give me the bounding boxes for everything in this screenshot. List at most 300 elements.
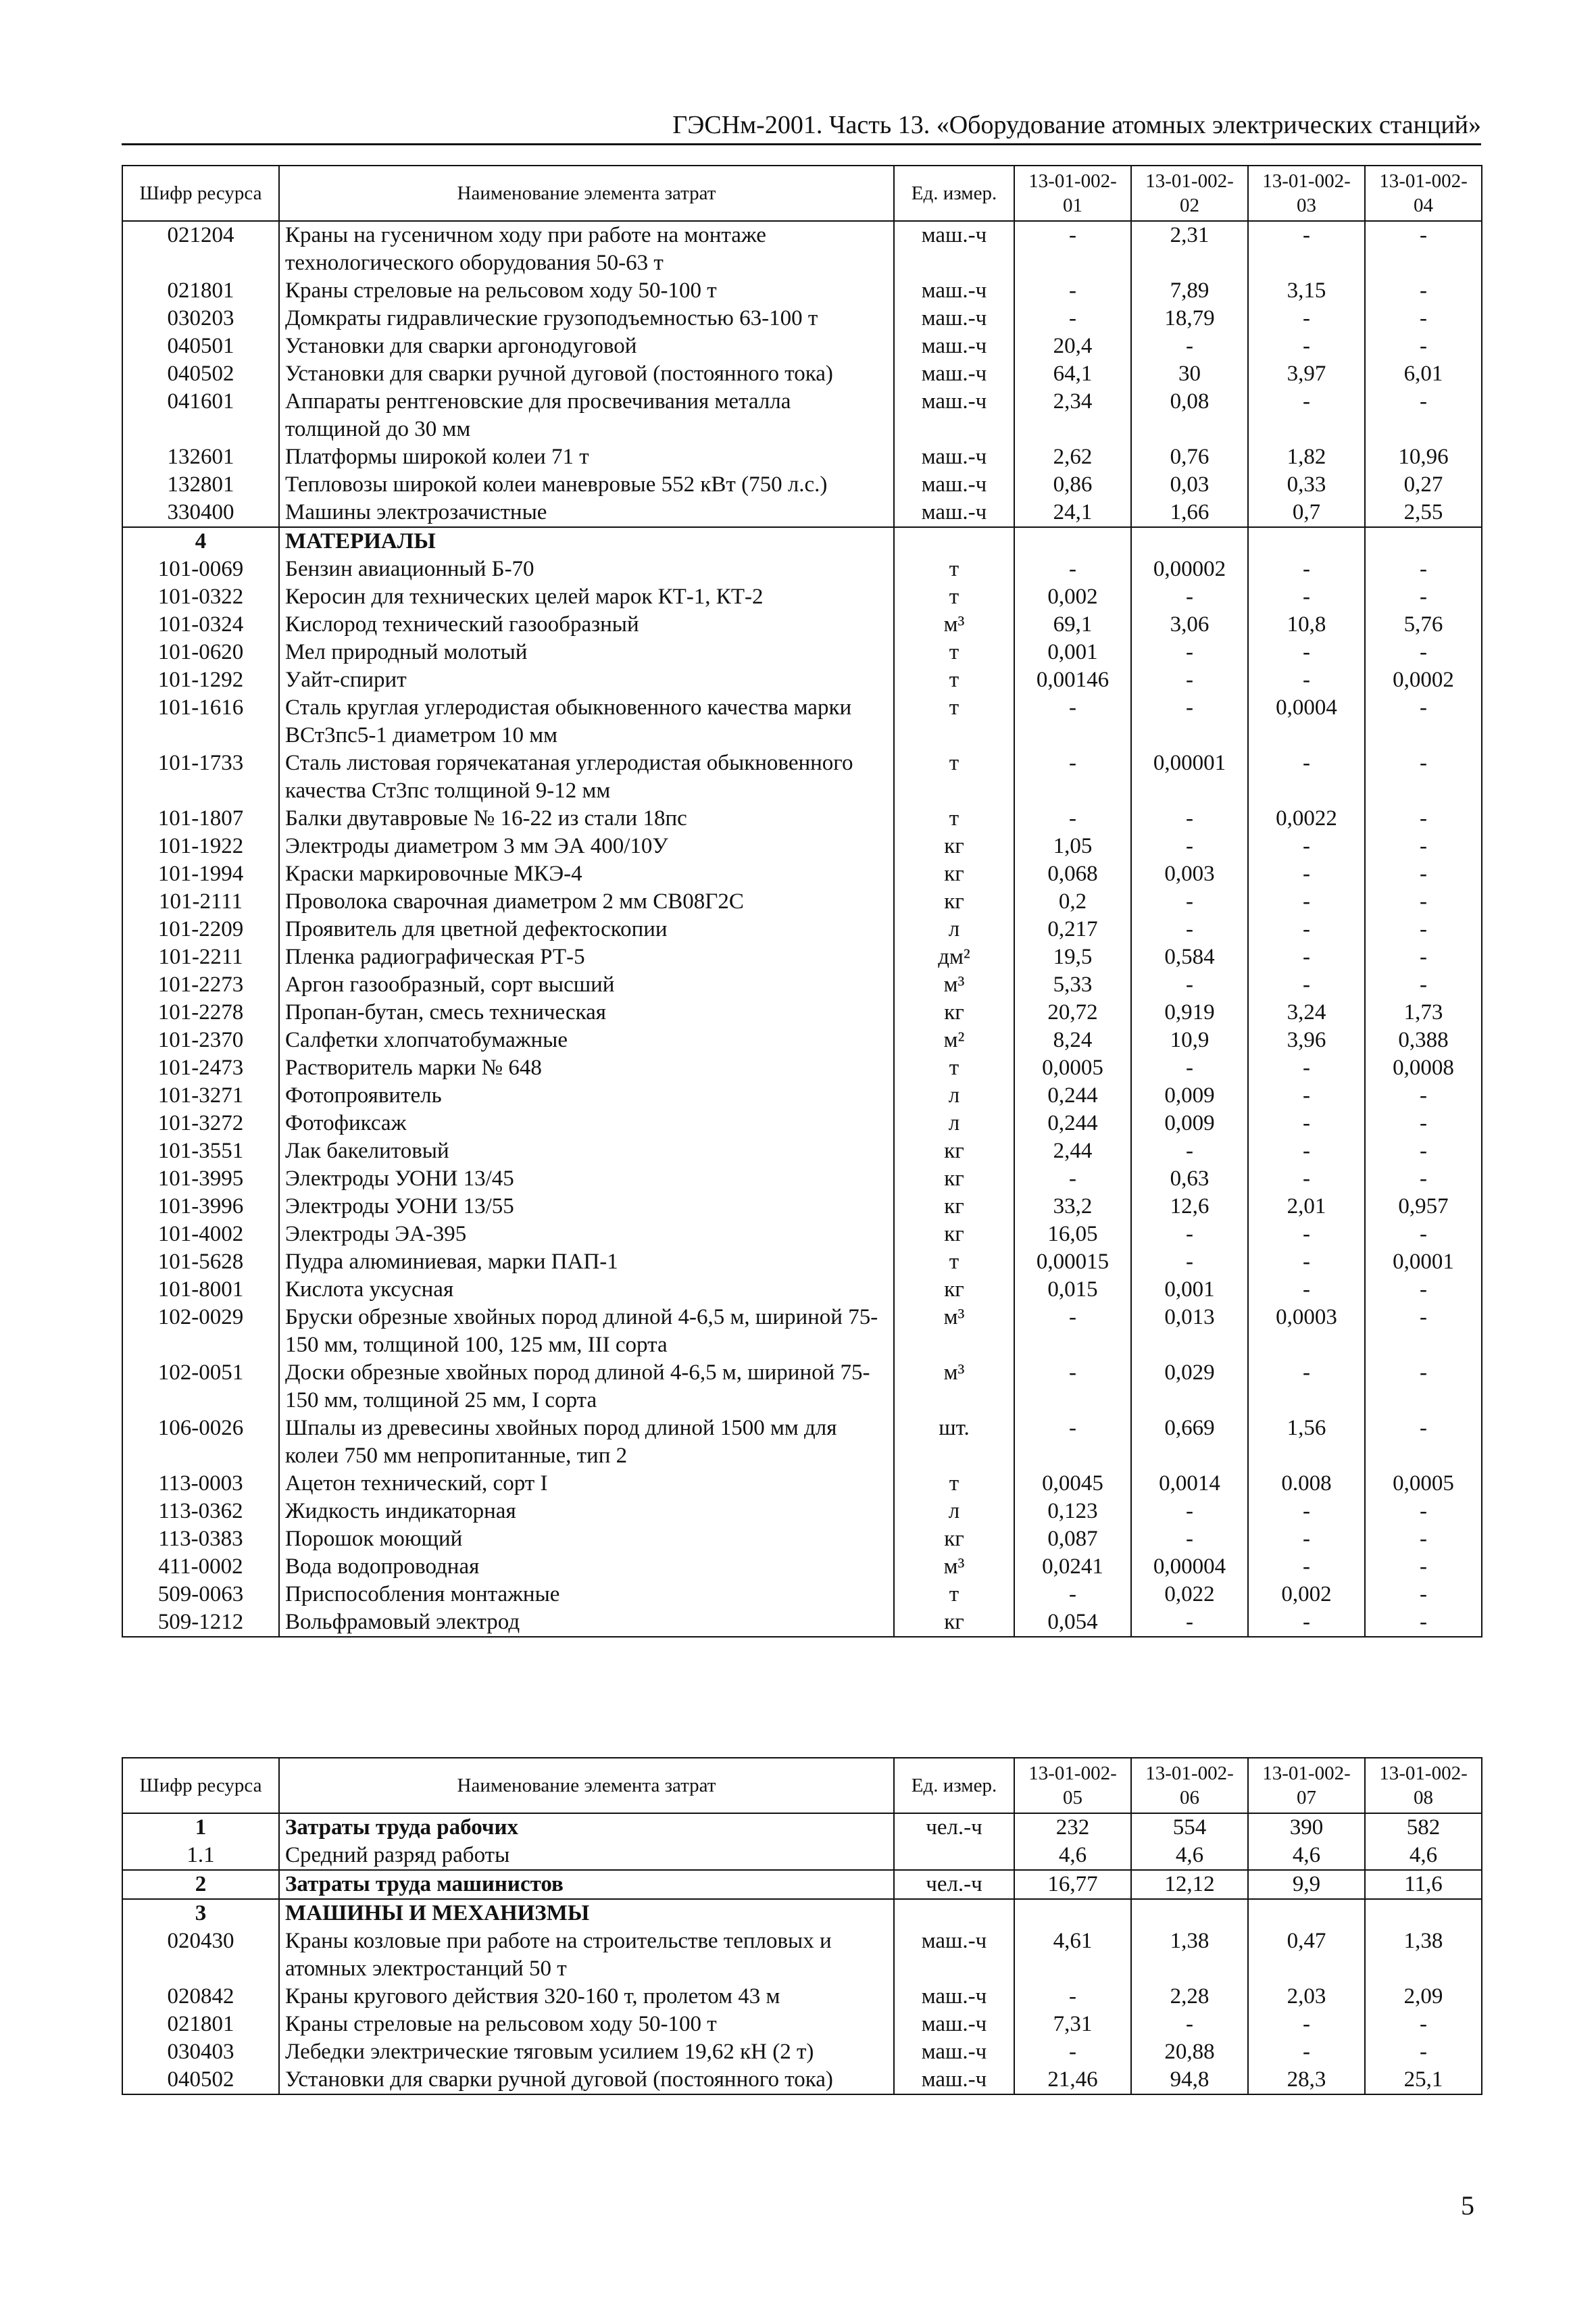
value-cell: 0,00002 <box>1131 556 1248 583</box>
value-cell: - <box>1365 943 1482 971</box>
resource-name: Жидкость индикаторная <box>279 1498 894 1525</box>
value-cell: - <box>1248 221 1365 277</box>
unit-cell: кг <box>894 1221 1014 1248</box>
header-col-3: 13-01-002-07 <box>1248 1758 1365 1813</box>
header-code: Шифр ресурса <box>122 1758 279 1813</box>
resource-code: 330400 <box>122 499 279 527</box>
value-cell: 64,1 <box>1014 360 1131 388</box>
value-cell: - <box>1365 805 1482 833</box>
value-cell: - <box>1131 1498 1248 1525</box>
resource-name: Платформы широкой колеи 71 т <box>279 443 894 471</box>
value-cell: 0,27 <box>1365 471 1482 499</box>
value-cell: 0,054 <box>1014 1608 1131 1637</box>
value-cell: 0,0001 <box>1365 1248 1482 1276</box>
resource-code: 040501 <box>122 333 279 360</box>
table-row <box>122 333 1482 360</box>
resource-code: 101-0322 <box>122 583 279 611</box>
value-cell: 3,06 <box>1131 611 1248 639</box>
unit-cell: м³ <box>894 1553 1014 1581</box>
unit-cell: маш.-ч <box>894 2011 1014 2038</box>
value-cell: 11,6 <box>1365 1870 1482 1899</box>
resource-name: Приспособления монтажные <box>279 1581 894 1608</box>
value-cell: - <box>1248 916 1365 943</box>
value-cell: 0,244 <box>1014 1110 1131 1137</box>
value-cell: 7,31 <box>1014 2011 1131 2038</box>
value-cell: - <box>1248 1553 1365 1581</box>
resource-name: Фотофиксаж <box>279 1110 894 1137</box>
table-row <box>122 916 1482 943</box>
unit-cell: т <box>894 556 1014 583</box>
resource-name: Фотопроявитель <box>279 1082 894 1110</box>
value-cell: 390 <box>1248 1813 1365 1842</box>
resource-code: 101-2370 <box>122 1027 279 1054</box>
resource-code: 1 <box>122 1813 279 1842</box>
value-cell: 69,1 <box>1014 611 1131 639</box>
resource-code: 509-0063 <box>122 1581 279 1608</box>
table-row <box>122 1082 1482 1110</box>
value-cell: 3,15 <box>1248 277 1365 305</box>
resource-name: Затраты труда машинистов <box>279 1870 894 1899</box>
unit-cell: кг <box>894 1608 1014 1637</box>
value-cell: - <box>1248 1082 1365 1110</box>
value-cell: 7,89 <box>1131 277 1248 305</box>
resource-code: 509-1212 <box>122 1608 279 1637</box>
value-cell: - <box>1365 639 1482 666</box>
unit-cell: кг <box>894 860 1014 888</box>
table-row <box>122 1870 1482 1899</box>
value-cell: 0,002 <box>1248 1581 1365 1608</box>
resource-code: 101-3995 <box>122 1165 279 1193</box>
table-row <box>122 805 1482 833</box>
unit-cell: т <box>894 583 1014 611</box>
value-cell: 20,4 <box>1014 333 1131 360</box>
resource-name: МАШИНЫ И МЕХАНИЗМЫ <box>279 1899 894 1927</box>
unit-cell: т <box>894 1470 1014 1498</box>
resource-name: Лак бакелитовый <box>279 1137 894 1165</box>
value-cell: 0,00004 <box>1131 1553 1248 1581</box>
value-cell: 0,0045 <box>1014 1470 1131 1498</box>
unit-cell <box>894 527 1014 556</box>
value-cell: 12,6 <box>1131 1193 1248 1221</box>
resource-code: 4 <box>122 527 279 556</box>
value-cell: 2,31 <box>1131 221 1248 277</box>
header-unit: Ед. измер. <box>894 166 1014 221</box>
value-cell: - <box>1365 277 1482 305</box>
unit-cell: маш.-ч <box>894 2038 1014 2066</box>
table-row <box>122 1470 1482 1498</box>
value-cell: - <box>1248 1110 1365 1137</box>
header-col-1: 13-01-002-01 <box>1014 166 1131 221</box>
value-cell: 554 <box>1131 1813 1248 1842</box>
resource-table-2 <box>122 1757 1482 2095</box>
value-cell <box>1014 1899 1131 1927</box>
resource-name: Установки для сварки аргонодуговой <box>279 333 894 360</box>
value-cell: 1,38 <box>1131 1927 1248 1983</box>
value-cell: - <box>1365 1165 1482 1193</box>
value-cell: 4,6 <box>1248 1842 1365 1870</box>
resource-code: 101-1922 <box>122 833 279 860</box>
unit-cell: т <box>894 1054 1014 1082</box>
value-cell: 0,03 <box>1131 471 1248 499</box>
value-cell: 0,33 <box>1248 471 1365 499</box>
header-col-4: 13-01-002-04 <box>1365 166 1482 221</box>
value-cell: - <box>1365 1359 1482 1414</box>
value-cell: 9,9 <box>1248 1870 1365 1899</box>
resource-name: Доски обрезные хвойных пород длиной 4-6,5 м, шириной 75-150 мм, толщиной 25 мм, I сорта <box>279 1359 894 1414</box>
value-cell: 0,001 <box>1131 1276 1248 1304</box>
unit-cell: м³ <box>894 971 1014 999</box>
value-cell: 0,0241 <box>1014 1553 1131 1581</box>
resource-name: Электроды диаметром 3 мм ЭА 400/10У <box>279 833 894 860</box>
resource-name: Домкраты гидравлические грузоподъемностью 63-100 т <box>279 305 894 333</box>
value-cell: 0,0005 <box>1014 1054 1131 1082</box>
value-cell: 0.008 <box>1248 1470 1365 1498</box>
unit-cell: маш.-ч <box>894 333 1014 360</box>
resource-name: Пленка радиографическая РТ-5 <box>279 943 894 971</box>
value-cell: - <box>1131 694 1248 749</box>
table-row <box>122 888 1482 916</box>
value-cell: - <box>1365 971 1482 999</box>
value-cell: - <box>1131 639 1248 666</box>
unit-cell: кг <box>894 1525 1014 1553</box>
table-row <box>122 443 1482 471</box>
value-cell: - <box>1131 2011 1248 2038</box>
value-cell: - <box>1365 388 1482 443</box>
value-cell: - <box>1365 1304 1482 1359</box>
table-row <box>122 860 1482 888</box>
value-cell: - <box>1365 583 1482 611</box>
unit-cell: м² <box>894 1027 1014 1054</box>
table-header-row <box>122 1758 1482 1813</box>
value-cell: 12,12 <box>1131 1870 1248 1899</box>
unit-cell: шт. <box>894 1414 1014 1470</box>
value-cell: 0,009 <box>1131 1082 1248 1110</box>
unit-cell: кг <box>894 888 1014 916</box>
value-cell: 2,34 <box>1014 388 1131 443</box>
value-cell: 1,05 <box>1014 833 1131 860</box>
unit-cell: маш.-ч <box>894 221 1014 277</box>
value-cell: 0,003 <box>1131 860 1248 888</box>
value-cell: 5,33 <box>1014 971 1131 999</box>
resource-code: 101-2111 <box>122 888 279 916</box>
value-cell: - <box>1014 221 1131 277</box>
resource-name: Пудра алюминиевая, марки ПАП-1 <box>279 1248 894 1276</box>
value-cell: 6,01 <box>1365 360 1482 388</box>
value-cell: - <box>1014 1414 1131 1470</box>
resource-code: 102-0029 <box>122 1304 279 1359</box>
resource-code: 102-0051 <box>122 1359 279 1414</box>
value-cell: - <box>1365 1110 1482 1137</box>
unit-cell: кг <box>894 1193 1014 1221</box>
resource-name: Электроды УОНИ 13/55 <box>279 1193 894 1221</box>
value-cell: - <box>1365 333 1482 360</box>
table-row <box>122 2038 1482 2066</box>
value-cell: 1,82 <box>1248 443 1365 471</box>
resource-code: 101-3272 <box>122 1110 279 1137</box>
value-cell: - <box>1365 2038 1482 2066</box>
value-cell: 0,957 <box>1365 1193 1482 1221</box>
resource-name: Шпалы из древесины хвойных пород длиной 1500 мм для колеи 750 мм непропитанные, тип 2 <box>279 1414 894 1470</box>
value-cell: - <box>1131 805 1248 833</box>
unit-cell: маш.-ч <box>894 305 1014 333</box>
table-row <box>122 1525 1482 1553</box>
value-cell: - <box>1365 1525 1482 1553</box>
resource-name: Бруски обрезные хвойных пород длиной 4-6,5 м, шириной 75-150 мм, толщиной 100, 125 мм, III сорта <box>279 1304 894 1359</box>
resource-name: Пропан-бутан, смесь техническая <box>279 999 894 1027</box>
unit-cell: м³ <box>894 611 1014 639</box>
unit-cell: т <box>894 694 1014 749</box>
value-cell: - <box>1248 2011 1365 2038</box>
value-cell: - <box>1014 277 1131 305</box>
value-cell: - <box>1365 1276 1482 1304</box>
unit-cell: дм² <box>894 943 1014 971</box>
resource-name: Кислота уксусная <box>279 1276 894 1304</box>
page-header: ГЭСНм-2001. Часть 13. «Оборудование атомных электрических станций» <box>672 111 1481 139</box>
resource-code: 021801 <box>122 277 279 305</box>
resource-code: 113-0383 <box>122 1525 279 1553</box>
resource-name: Вольфрамовый электрод <box>279 1608 894 1637</box>
value-cell: - <box>1131 583 1248 611</box>
value-cell: 0,388 <box>1365 1027 1482 1054</box>
value-cell: 8,24 <box>1014 1027 1131 1054</box>
value-cell: 2,09 <box>1365 1983 1482 2011</box>
table-row <box>122 1110 1482 1137</box>
resource-code: 101-2273 <box>122 971 279 999</box>
unit-cell: т <box>894 749 1014 805</box>
value-cell: - <box>1248 556 1365 583</box>
resource-code: 113-0362 <box>122 1498 279 1525</box>
table-row <box>122 1414 1482 1470</box>
table-row <box>122 360 1482 388</box>
value-cell: - <box>1131 1137 1248 1165</box>
resource-code: 3 <box>122 1899 279 1927</box>
header-col-4: 13-01-002-08 <box>1365 1758 1482 1813</box>
table-row <box>122 833 1482 860</box>
table-row <box>122 943 1482 971</box>
resource-name: Затраты труда рабочих <box>279 1813 894 1842</box>
value-cell: - <box>1131 916 1248 943</box>
resource-code: 132801 <box>122 471 279 499</box>
value-cell: - <box>1248 1248 1365 1276</box>
resource-name: Кислород технический газообразный <box>279 611 894 639</box>
unit-cell: маш.-ч <box>894 471 1014 499</box>
value-cell: 0,00015 <box>1014 1248 1131 1276</box>
value-cell: 0,919 <box>1131 999 1248 1027</box>
value-cell: 4,61 <box>1014 1927 1131 1983</box>
resource-code: 101-0620 <box>122 639 279 666</box>
value-cell: - <box>1248 1359 1365 1414</box>
value-cell: - <box>1365 1581 1482 1608</box>
value-cell: - <box>1248 1525 1365 1553</box>
resource-code: 101-2209 <box>122 916 279 943</box>
resource-name: Установки для сварки ручной дуговой (постоянного тока) <box>279 2066 894 2094</box>
value-cell: 4,6 <box>1014 1842 1131 1870</box>
unit-cell: маш.-ч <box>894 360 1014 388</box>
value-cell: 1,73 <box>1365 999 1482 1027</box>
unit-cell: чел.-ч <box>894 1813 1014 1842</box>
value-cell: 0,0022 <box>1248 805 1365 833</box>
value-cell: 0,029 <box>1131 1359 1248 1414</box>
unit-cell: м³ <box>894 1359 1014 1414</box>
value-cell: 10,9 <box>1131 1027 1248 1054</box>
resource-code: 030403 <box>122 2038 279 2066</box>
resource-code: 101-2473 <box>122 1054 279 1082</box>
value-cell: 2,44 <box>1014 1137 1131 1165</box>
resource-code: 101-0324 <box>122 611 279 639</box>
resource-table-1 <box>122 165 1482 1638</box>
value-cell: - <box>1248 971 1365 999</box>
resource-name: Порошок моющий <box>279 1525 894 1553</box>
value-cell: - <box>1131 971 1248 999</box>
value-cell: 0,013 <box>1131 1304 1248 1359</box>
resource-code: 041601 <box>122 388 279 443</box>
table-row <box>122 2066 1482 2094</box>
header-col-1: 13-01-002-05 <box>1014 1758 1131 1813</box>
resource-code: 101-5628 <box>122 1248 279 1276</box>
resource-name: Краны на гусеничном ходу при работе на монтаже технологического оборудования 50-63 т <box>279 221 894 277</box>
value-cell: 0,002 <box>1014 583 1131 611</box>
table-row <box>122 1608 1482 1637</box>
value-cell: 0,0014 <box>1131 1470 1248 1498</box>
resource-code: 101-1733 <box>122 749 279 805</box>
unit-cell: маш.-ч <box>894 277 1014 305</box>
value-cell: - <box>1131 1248 1248 1276</box>
value-cell: 1,38 <box>1365 1927 1482 1983</box>
value-cell: - <box>1365 749 1482 805</box>
value-cell: - <box>1131 1525 1248 1553</box>
value-cell: 0,087 <box>1014 1525 1131 1553</box>
value-cell: 94,8 <box>1131 2066 1248 2094</box>
resource-code: 040502 <box>122 2066 279 2094</box>
resource-name: Тепловозы широкой колеи маневровые 552 кВт (750 л.с.) <box>279 471 894 499</box>
unit-cell: л <box>894 916 1014 943</box>
header-col-3: 13-01-002-03 <box>1248 166 1365 221</box>
value-cell: 0,00001 <box>1131 749 1248 805</box>
table-row <box>122 1137 1482 1165</box>
value-cell: 0,068 <box>1014 860 1131 888</box>
value-cell: 0,244 <box>1014 1082 1131 1110</box>
unit-cell: кг <box>894 999 1014 1027</box>
value-cell: 2,03 <box>1248 1983 1365 2011</box>
value-cell: 0,001 <box>1014 639 1131 666</box>
value-cell: 0,63 <box>1131 1165 1248 1193</box>
resource-name: Электроды УОНИ 13/45 <box>279 1165 894 1193</box>
resource-code: 021801 <box>122 2011 279 2038</box>
value-cell: 21,46 <box>1014 2066 1131 2094</box>
resource-code: 101-2278 <box>122 999 279 1027</box>
value-cell <box>1365 527 1482 556</box>
unit-cell <box>894 1899 1014 1927</box>
value-cell: - <box>1131 1221 1248 1248</box>
value-cell: - <box>1014 694 1131 749</box>
table-row <box>122 1927 1482 1983</box>
unit-cell: т <box>894 805 1014 833</box>
header-unit: Ед. измер. <box>894 1758 1014 1813</box>
value-cell: 3,97 <box>1248 360 1365 388</box>
unit-cell: маш.-ч <box>894 2066 1014 2094</box>
value-cell: - <box>1131 833 1248 860</box>
resource-name: Средний разряд работы <box>279 1842 894 1870</box>
value-cell: 0,009 <box>1131 1110 1248 1137</box>
value-cell: - <box>1365 1221 1482 1248</box>
resource-name: Растворитель марки № 648 <box>279 1054 894 1082</box>
value-cell <box>1248 1899 1365 1927</box>
value-cell: 2,28 <box>1131 1983 1248 2011</box>
table-row <box>122 666 1482 694</box>
resource-name: Проволока сварочная диаметром 2 мм СВ08Г2С <box>279 888 894 916</box>
value-cell: - <box>1014 1165 1131 1193</box>
value-cell: - <box>1248 749 1365 805</box>
resource-code: 101-3551 <box>122 1137 279 1165</box>
value-cell: - <box>1248 1608 1365 1637</box>
value-cell: 5,76 <box>1365 611 1482 639</box>
value-cell: - <box>1014 1359 1131 1414</box>
value-cell: - <box>1131 1054 1248 1082</box>
value-cell <box>1131 1899 1248 1927</box>
value-cell <box>1365 1899 1482 1927</box>
value-cell: 18,79 <box>1131 305 1248 333</box>
value-cell: - <box>1014 1581 1131 1608</box>
resource-code: 101-1994 <box>122 860 279 888</box>
resource-code: 411-0002 <box>122 1553 279 1581</box>
value-cell: 3,96 <box>1248 1027 1365 1054</box>
value-cell: 0,2 <box>1014 888 1131 916</box>
table-row <box>122 1983 1482 2011</box>
table-row <box>122 305 1482 333</box>
unit-cell <box>894 1842 1014 1870</box>
unit-cell: т <box>894 1581 1014 1608</box>
value-cell: - <box>1365 888 1482 916</box>
value-cell: 1,56 <box>1248 1414 1365 1470</box>
table-row <box>122 1553 1482 1581</box>
resource-name: Проявитель для цветной дефектоскопии <box>279 916 894 943</box>
resource-code: 021204 <box>122 221 279 277</box>
value-cell: - <box>1248 388 1365 443</box>
value-cell: 0,7 <box>1248 499 1365 527</box>
resource-code: 101-3271 <box>122 1082 279 1110</box>
table-row <box>122 1359 1482 1414</box>
table-row <box>122 388 1482 443</box>
value-cell: - <box>1365 1414 1482 1470</box>
value-cell: 16,77 <box>1014 1870 1131 1899</box>
table-row <box>122 527 1482 556</box>
table-row <box>122 221 1482 277</box>
resource-code: 101-1807 <box>122 805 279 833</box>
unit-cell: кг <box>894 833 1014 860</box>
value-cell: - <box>1248 833 1365 860</box>
table-row <box>122 1193 1482 1221</box>
table-row <box>122 2011 1482 2038</box>
value-cell: 0,015 <box>1014 1276 1131 1304</box>
header-code: Шифр ресурса <box>122 166 279 221</box>
value-cell: - <box>1131 333 1248 360</box>
value-cell: - <box>1131 1608 1248 1637</box>
resource-code: 030203 <box>122 305 279 333</box>
resource-code: 101-3996 <box>122 1193 279 1221</box>
value-cell: 16,05 <box>1014 1221 1131 1248</box>
resource-code: 1.1 <box>122 1842 279 1870</box>
value-cell: - <box>1365 694 1482 749</box>
resource-name: Ацетон технический, сорт I <box>279 1470 894 1498</box>
unit-cell: кг <box>894 1165 1014 1193</box>
value-cell: - <box>1248 1165 1365 1193</box>
value-cell: - <box>1131 666 1248 694</box>
value-cell: 0,022 <box>1131 1581 1248 1608</box>
resource-code: 101-1292 <box>122 666 279 694</box>
value-cell: 0,86 <box>1014 471 1131 499</box>
table-body <box>122 221 1482 1637</box>
resource-name: Аргон газообразный, сорт высший <box>279 971 894 999</box>
